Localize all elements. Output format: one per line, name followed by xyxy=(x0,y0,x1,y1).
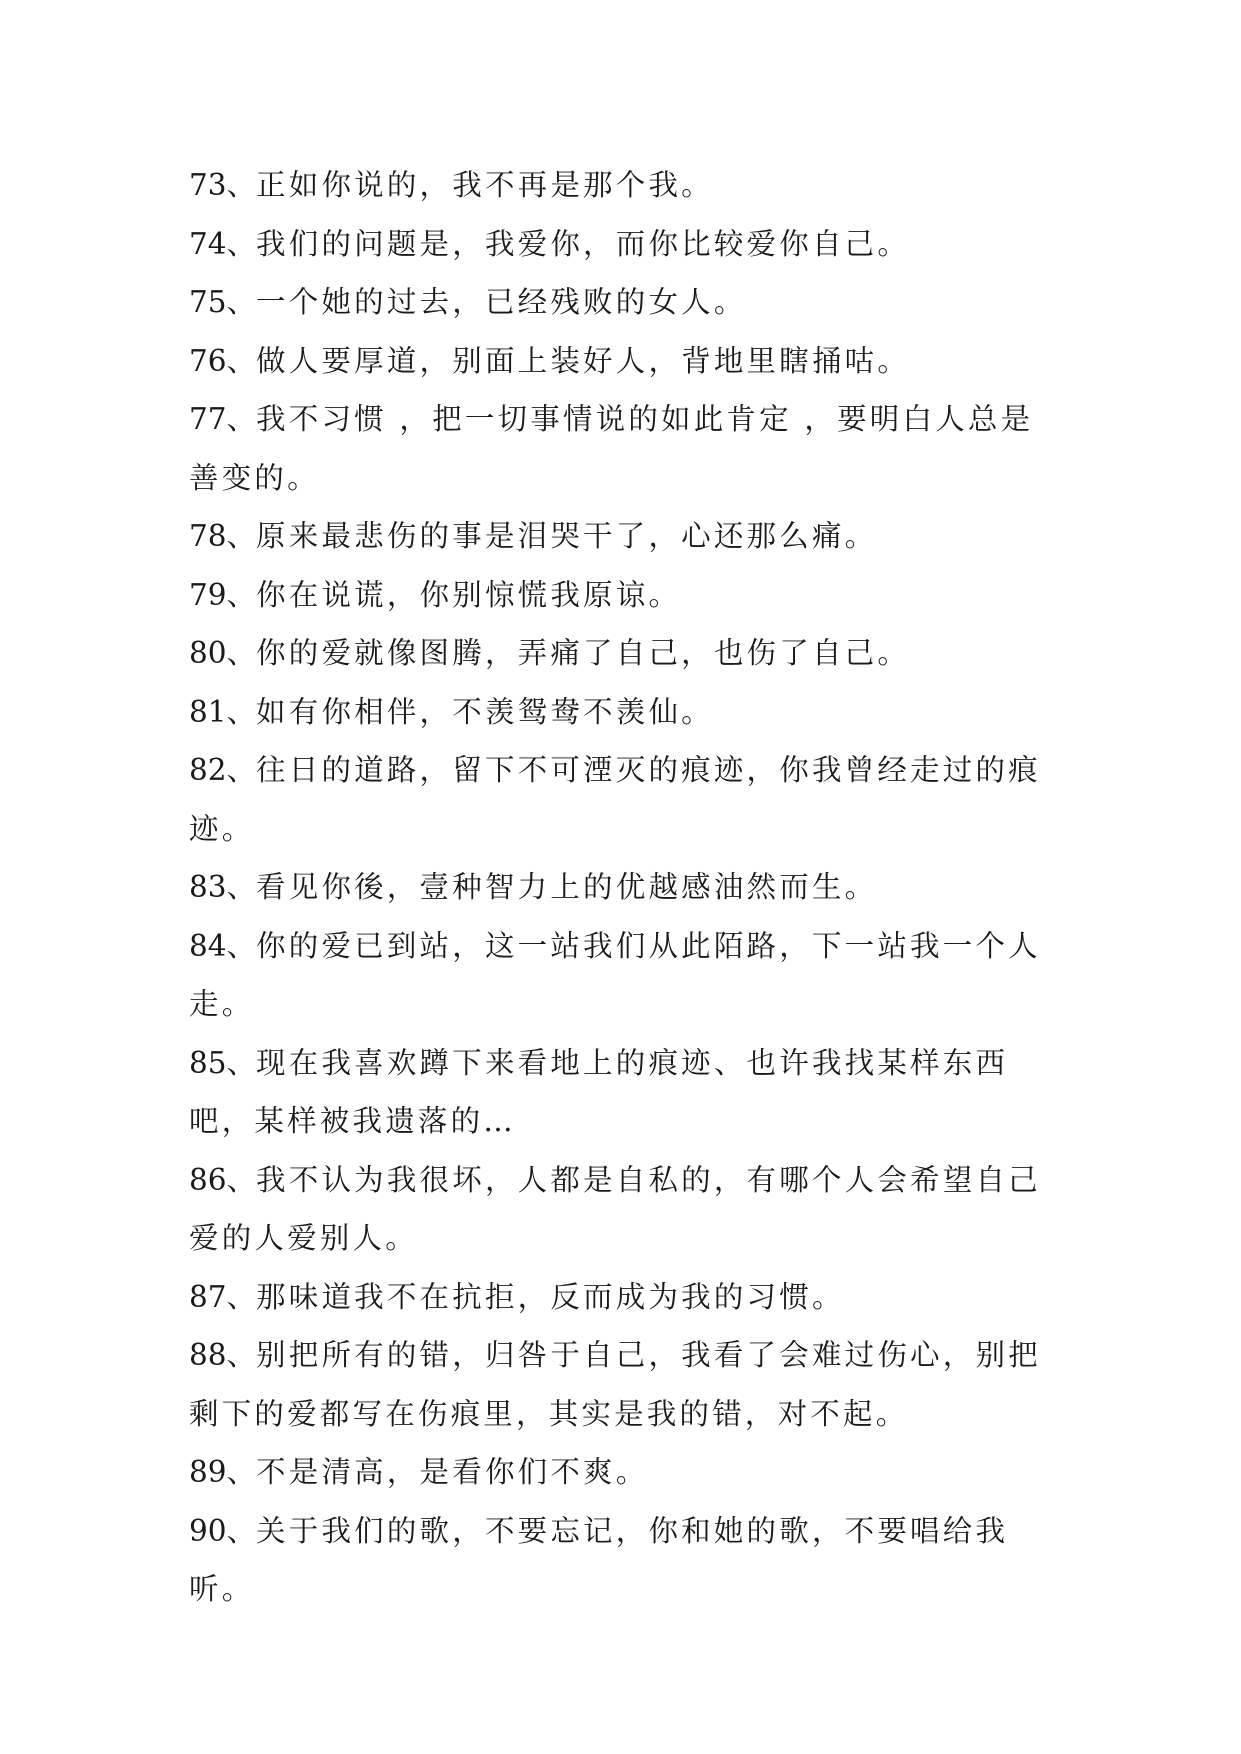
item-number: 79、 xyxy=(189,577,257,612)
item-number: 88、 xyxy=(189,1338,257,1372)
item-text: 你在说谎，你别惊慌我原谅。 xyxy=(256,577,682,612)
item-number: 90、 xyxy=(189,1513,257,1548)
item-number: 87、 xyxy=(189,1279,257,1314)
item-number: 74、 xyxy=(189,226,257,261)
list-item xyxy=(189,332,1061,391)
list-item xyxy=(189,1034,1061,1151)
list-item xyxy=(189,624,1061,683)
item-text: 我不习惯 ，把一切事情说的如此肯定 ，要明白人总是善变的。 xyxy=(189,402,1034,495)
item-number: 80、 xyxy=(189,636,257,670)
item-text: 现在我喜欢蹲下来看地上的痕迹、也许我找某样东西吧，某样被我遗落的… xyxy=(189,1045,1009,1138)
item-text: 如有你相伴，不羡鸳鸯不羡仙。 xyxy=(256,694,714,729)
list-item xyxy=(189,507,1061,566)
item-number: 89、 xyxy=(189,1455,257,1489)
item-number: 86、 xyxy=(189,1162,257,1197)
item-number: 82、 xyxy=(189,753,257,787)
list-item xyxy=(189,1268,1061,1327)
list-item xyxy=(189,156,1061,215)
item-text: 做人要厚道，别面上装好人，背地里瞎捅咕。 xyxy=(256,343,911,378)
item-text: 关于我们的歌，不要忘记，你和她的歌，不要唱给我听。 xyxy=(189,1513,1009,1606)
item-number: 76、 xyxy=(189,343,257,378)
list-item xyxy=(189,273,1061,332)
list-item xyxy=(189,741,1061,858)
list-item xyxy=(189,1326,1061,1443)
list-item xyxy=(189,1151,1061,1268)
list-item xyxy=(189,566,1061,625)
item-number: 85、 xyxy=(189,1045,257,1080)
list-item xyxy=(189,683,1061,742)
item-text: 原来最悲伤的事是泪哭干了，心还那么痛。 xyxy=(256,519,878,553)
list-item xyxy=(189,1502,1061,1619)
item-text: 你的爱已到站，这一站我们从此陌路，下一站我一个人走。 xyxy=(189,928,1041,1021)
item-text: 看见你後，壹种智力上的优越感油然而生。 xyxy=(256,870,878,904)
item-number: 78、 xyxy=(189,519,257,553)
item-text: 你的爱就像图腾，弄痛了自己，也伤了自己。 xyxy=(256,636,911,670)
item-number: 84、 xyxy=(189,928,257,963)
list-item xyxy=(189,1443,1061,1502)
list-item xyxy=(189,390,1061,507)
item-text: 正如你说的，我不再是那个我。 xyxy=(256,168,714,202)
item-text: 一个她的过去，已经残败的女人。 xyxy=(256,285,747,319)
item-number: 77、 xyxy=(189,402,257,436)
item-number: 81、 xyxy=(189,694,257,729)
item-text: 别把所有的错，归咎于自己，我看了会难过伤心，别把剩下的爱都写在伤痕里，其实是我的错，对不起。 xyxy=(189,1338,1041,1431)
item-number: 83、 xyxy=(189,870,257,904)
list-item xyxy=(189,215,1061,274)
list-item xyxy=(189,858,1061,917)
list-item xyxy=(189,917,1061,1034)
item-text: 不是清高，是看你们不爽。 xyxy=(256,1455,649,1489)
item-text: 那味道我不在抗拒，反而成为我的习惯。 xyxy=(256,1279,845,1314)
document-body xyxy=(189,156,1061,1619)
item-text: 往日的道路，留下不可湮灭的痕迹，你我曾经走过的痕迹。 xyxy=(189,753,1041,846)
item-text: 我不认为我很坏，人都是自私的，有哪个人会希望自己爱的人爱别人。 xyxy=(189,1162,1041,1255)
item-text: 我们的问题是，我爱你，而你比较爱你自己。 xyxy=(256,226,911,261)
item-number: 73、 xyxy=(189,168,257,202)
item-number: 75、 xyxy=(189,285,257,319)
